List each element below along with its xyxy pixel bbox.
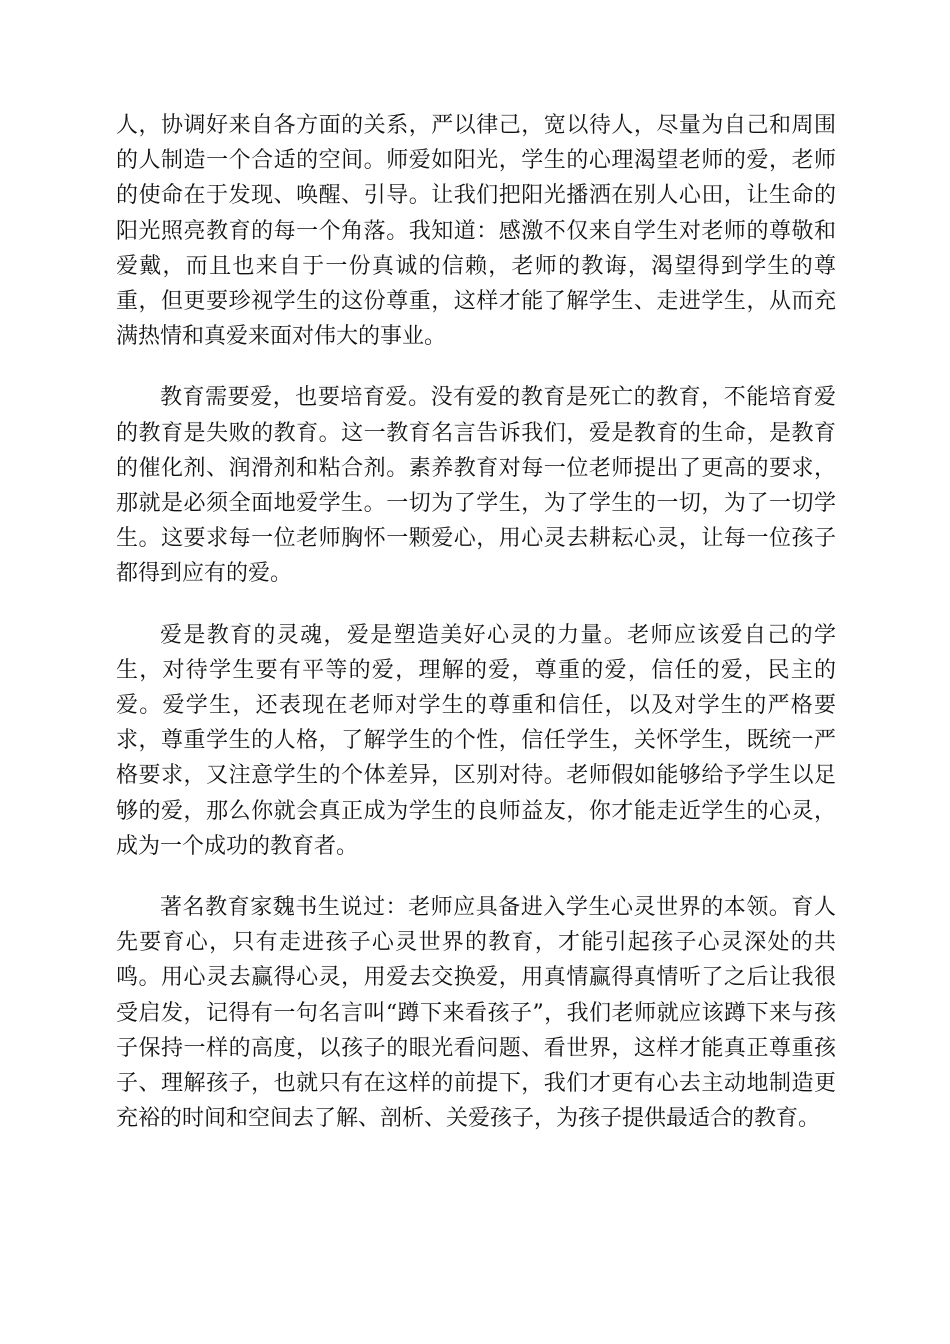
paragraph-1: 人，协调好来自各方面的关系，严以律己，宽以待人，尽量为自己和周围的人制造一个合适的空间。师爱如阳光，学生的心理渴望老师的爱，老师的使命在于发现、唤醒、引导。让我们把阳光播洒在别人心田，让生命的阳光照亮教育的每一个角落。我知道：感激不仅来自学生对老师的尊敬和爱戴，而且也来自于一份真诚的信赖，老师的教诲，渴望得到学生的尊重，但更要珍视学生的这份尊重，这样才能了解学生、走进学生，从而充满热情和真爱来面对伟大的事业。 — [116, 113, 836, 350]
document-body — [116, 108, 836, 1162]
paragraph-3: 爱是教育的灵魂，爱是塑造美好心灵的力量。老师应该爱自己的学生，对待学生要有平等的爱，理解的爱，尊重的爱，信任的爱，民主的爱。爱学生，还表现在老师对学生的尊重和信任，以及对学生的严格要求，尊重学生的人格，了解学生的个性，信任学生，关怀学生，既统一严格要求，又注意学生的个体差异，区别对待。老师假如能够给予学生以足够的爱，那么你就会真正成为学生的良师益友，你才能走近学生的心灵，成为一个成功的教育者。 — [116, 622, 836, 859]
paragraph-4: 著名教育家魏书生说过：老师应具备进入学生心灵世界的本领。育人先要育心，只有走进孩子心灵世界的教育，才能引起孩子心灵深处的共鸣。用心灵去赢得心灵，用爱去交换爱，用真情赢得真情听了之后让我很受启发，记得有一句名言叫“蹲下来看孩子”，我们老师就应该蹲下来与孩子保持一样的高度，以孩子的眼光看问题、看世界，这样才能真正尊重孩子、理解孩子，也就只有在这样的前提下，我们才更有心去主动地制造更充裕的时间和空间去了解、剖析、关爱孩子，为孩子提供最适合的教育。 — [116, 895, 836, 1132]
paragraph-2: 教育需要爱，也要培育爱。没有爱的教育是死亡的教育，不能培育爱的教育是失败的教育。这一教育名言告诉我们，爱是教育的生命，是教育的催化剂、润滑剂和粘合剂。素养教育对每一位老师提出了更高的要求，那就是必须全面地爱学生。一切为了学生，为了学生的一切，为了一切学生。这要求每一位老师胸怀一颗爱心，用心灵去耕耘心灵，让每一位孩子都得到应有的爱。 — [116, 385, 836, 587]
